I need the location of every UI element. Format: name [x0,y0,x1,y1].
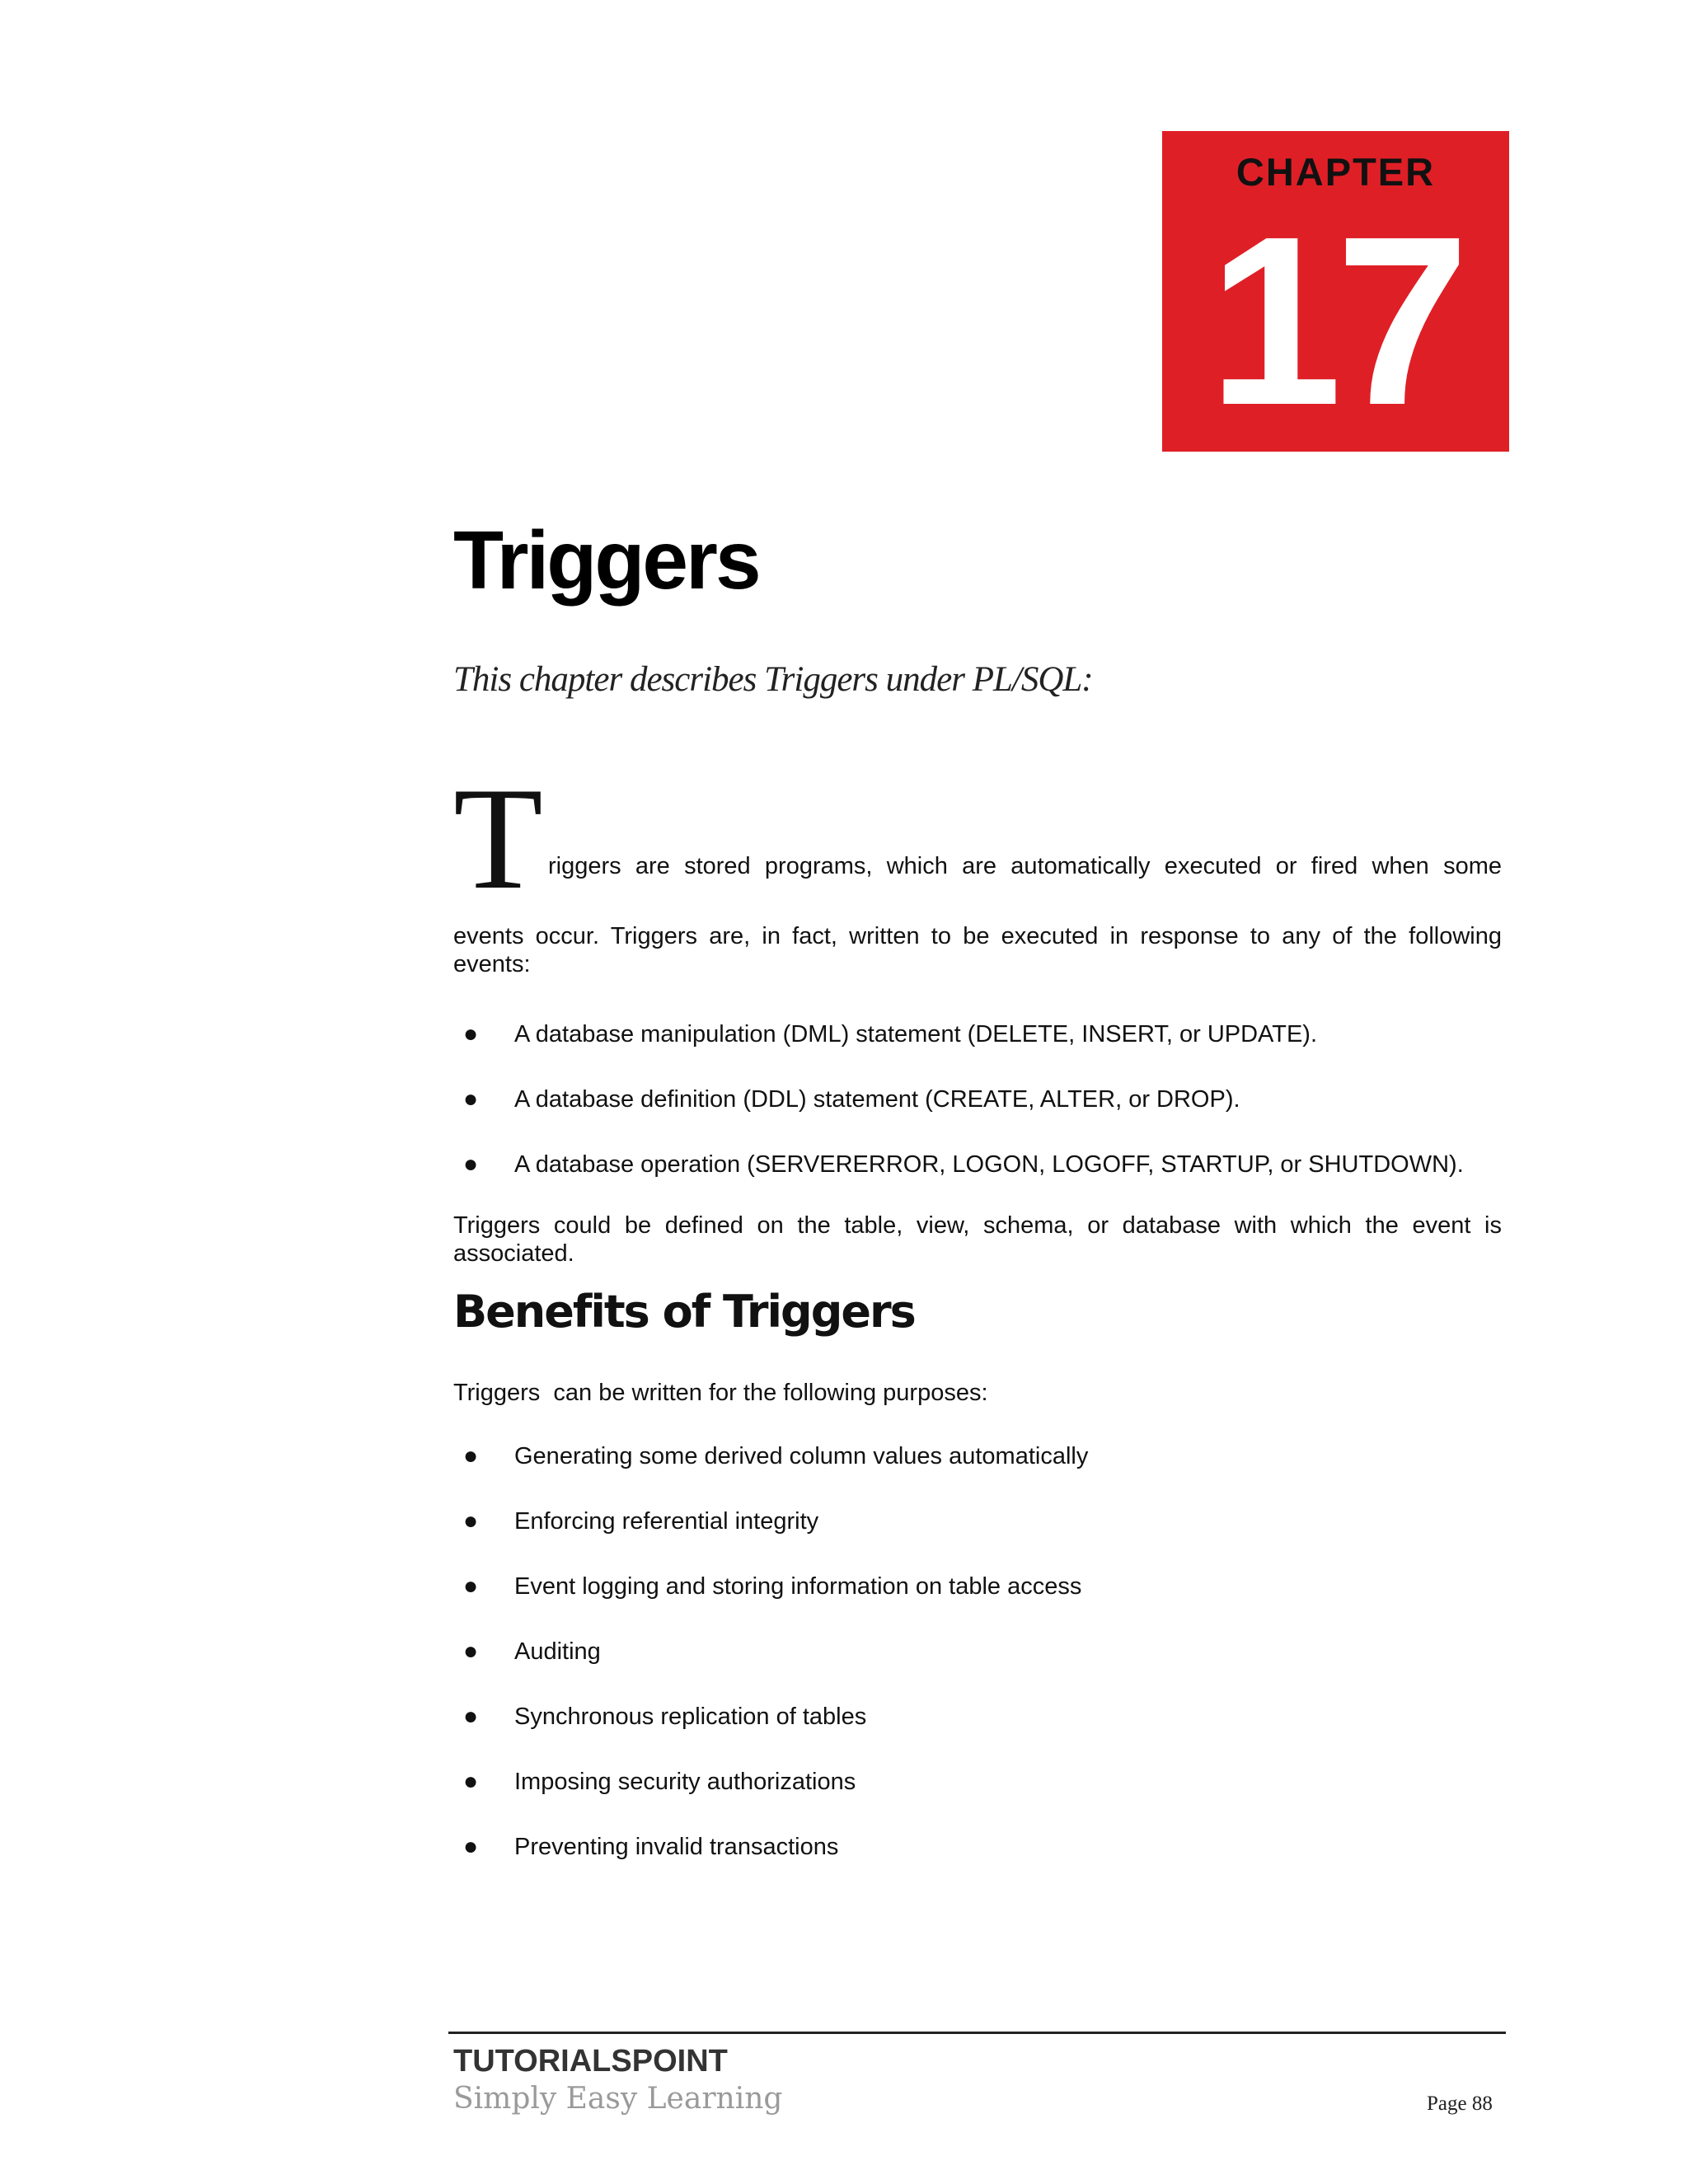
list-item-text: Event logging and storing information on table access [514,1573,1082,1600]
bullet-icon: ● [463,1020,479,1047]
list-item-text: A database operation (SERVERERROR, LOGON, LOGOFF, STARTUP, or SHUTDOWN). [514,1151,1464,1178]
list-item-text: Preventing invalid transactions [514,1834,839,1860]
bullet-icon: ● [463,1507,479,1535]
intro-paragraph: events occur. Triggers are, in fact, written to be executed in response to any of the following events: [453,923,1502,977]
page-title: Triggers [453,514,759,607]
list-item-text: Enforcing referential integrity [514,1508,819,1535]
section-heading: Benefits of Triggers [453,1286,915,1338]
footer-divider [448,2032,1506,2034]
benefits-intro: Triggers can be written for the following purposes: [453,1380,988,1406]
list-item-text: A database definition (DDL) statement (CREATE, ALTER, or DROP). [514,1086,1240,1113]
page-number: Page 88 [1427,2093,1493,2115]
intro-first-line: riggers are stored programs, which are automatically executed or fired when some [548,853,1502,879]
bullet-icon: ● [463,1151,479,1178]
chapter-number: 17 [1208,186,1463,452]
bullet-icon: ● [463,1638,479,1665]
defined-on-paragraph: Triggers could be defined on the table, view, schema, or database with which the event is associated. [453,1212,1502,1267]
list-item-text: Synchronous replication of tables [514,1704,867,1730]
chapter-badge [1162,131,1509,452]
footer-brand: TUTORIALSPOINT [453,2044,728,2079]
chapter-subtitle: This chapter describes Triggers under PL/SQL: [453,660,1093,699]
bullet-icon: ● [463,1833,479,1860]
list-item-text: Imposing security authorizations [514,1769,856,1795]
chapter-label: CHAPTER [1236,150,1436,194]
list-item-text: Auditing [514,1638,601,1665]
bullet-icon: ● [463,1768,479,1795]
bullet-icon: ● [463,1703,479,1730]
bullet-icon: ● [463,1442,479,1469]
list-item-text: Generating some derived column values automatically [514,1443,1089,1469]
drop-cap: T [453,757,543,920]
bullet-icon: ● [463,1572,479,1600]
footer-tagline: Simply Easy Learning [453,2082,783,2116]
list-item-text: A database manipulation (DML) statement (DELETE, INSERT, or UPDATE). [514,1021,1318,1047]
bullet-icon: ● [463,1085,479,1113]
